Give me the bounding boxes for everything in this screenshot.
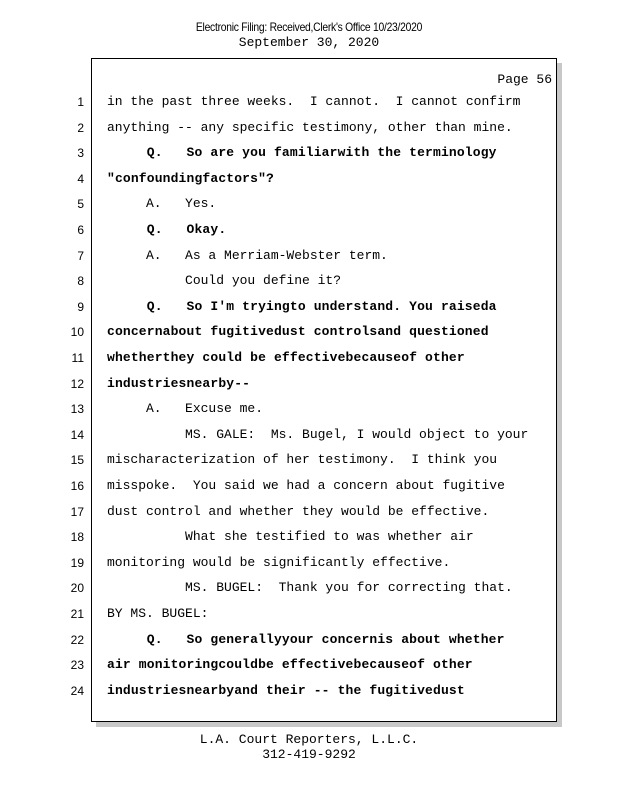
transcript-line — [0, 524, 618, 550]
line-text: Could you define it? — [107, 273, 342, 289]
line-number: 15 — [70, 453, 84, 468]
line-number: 10 — [70, 325, 84, 340]
line-text: BY MS. BUGEL: — [107, 606, 209, 621]
line-number: 13 — [70, 402, 84, 417]
line-text: mischaracterization of her testimony. I think you — [107, 452, 498, 468]
line-text: air monitoringcouldbe effectivebecauseof other — [107, 657, 473, 673]
line-number: 9 — [77, 299, 84, 314]
transcript-line — [0, 89, 618, 115]
transcript-line — [0, 191, 618, 217]
line-text: dust control and whether they would be effective. — [107, 503, 490, 519]
line-text: Q. So are you familiarwith the terminology — [107, 145, 497, 161]
line-text: A. As a Merriam-Webster term. — [107, 247, 388, 263]
page-number: Page 56 — [497, 72, 552, 87]
line-number: 7 — [77, 248, 84, 263]
transcript-line — [0, 627, 618, 653]
line-text: industriesnearby-- — [107, 375, 251, 391]
line-text: monitoring would be significantly effective. — [107, 554, 451, 570]
line-text: MS. GALE: Ms. Bugel, I would object to your — [107, 426, 529, 442]
transcript-line — [0, 678, 618, 704]
transcript-line — [0, 140, 618, 166]
line-text: What she testified to was whether air — [107, 529, 474, 545]
line-text: MS. BUGEL: Thank you for correcting that. — [107, 580, 513, 596]
line-text: "confoundingfactors"? — [107, 170, 274, 186]
transcript-date: September 30, 2020 — [238, 35, 380, 50]
line-number: 23 — [70, 658, 84, 673]
line-number: 12 — [70, 376, 84, 391]
transcript-line — [0, 473, 618, 499]
transcript-line — [0, 499, 618, 525]
line-number: 11 — [71, 351, 84, 365]
line-number: 2 — [77, 120, 84, 135]
transcript-line — [0, 396, 618, 422]
line-text: A. Excuse me. — [107, 401, 264, 417]
line-number: 8 — [77, 274, 84, 289]
line-number: 22 — [70, 632, 84, 647]
transcript-line — [0, 217, 618, 243]
transcript-line — [0, 447, 618, 473]
filing-stamp: Electronic Filing: Received,Clerk's Office 10/23/2020 — [195, 20, 423, 34]
transcript-line — [0, 550, 618, 576]
line-number: 16 — [70, 479, 84, 493]
line-number: 19 — [70, 555, 84, 570]
transcript-line — [0, 601, 618, 627]
transcript-line — [0, 294, 618, 320]
transcript-line — [0, 422, 618, 448]
transcript-line — [0, 319, 618, 345]
transcript-line — [0, 166, 618, 192]
footer-company: L.A. Court Reporters, L.L.C. — [199, 732, 419, 747]
transcript-line — [0, 575, 618, 601]
line-number: 24 — [70, 683, 84, 698]
line-number: 14 — [70, 427, 84, 442]
line-number: 21 — [70, 607, 84, 621]
line-text: concernabout fugitivedust controlsand questioned — [107, 324, 489, 340]
line-text: anything -- any specific testimony, other than mine. — [107, 119, 513, 135]
line-number: 5 — [77, 197, 84, 212]
line-text: in the past three weeks. I cannot. I cannot confirm — [107, 94, 521, 109]
line-number: 20 — [70, 581, 84, 596]
transcript-line — [0, 371, 618, 397]
line-number: 4 — [77, 171, 84, 186]
line-number: 6 — [77, 223, 84, 237]
line-text: Q. Okay. — [107, 222, 227, 237]
line-text: A. Yes. — [107, 196, 217, 212]
line-number: 1 — [77, 95, 84, 109]
footer-phone: 312-419-9292 — [262, 747, 356, 762]
line-text: misspoke. You said we had a concern about fugitive — [107, 478, 505, 493]
transcript-line — [0, 345, 618, 371]
line-number: 17 — [70, 504, 84, 519]
transcript-line — [0, 243, 618, 269]
line-number: 18 — [70, 530, 84, 545]
line-text: Q. So I'm tryingto understand. You raiseda — [107, 298, 497, 314]
transcript-line — [0, 652, 618, 678]
line-text: Q. So generallyyour concernis about whether — [107, 631, 505, 647]
transcript-line — [0, 268, 618, 294]
line-text: industriesnearbyand their -- the fugitivedust — [107, 682, 465, 698]
line-number: 3 — [77, 146, 84, 161]
transcript-line — [0, 115, 618, 141]
line-text: whetherthey could be effectivebecauseof other — [107, 350, 465, 365]
